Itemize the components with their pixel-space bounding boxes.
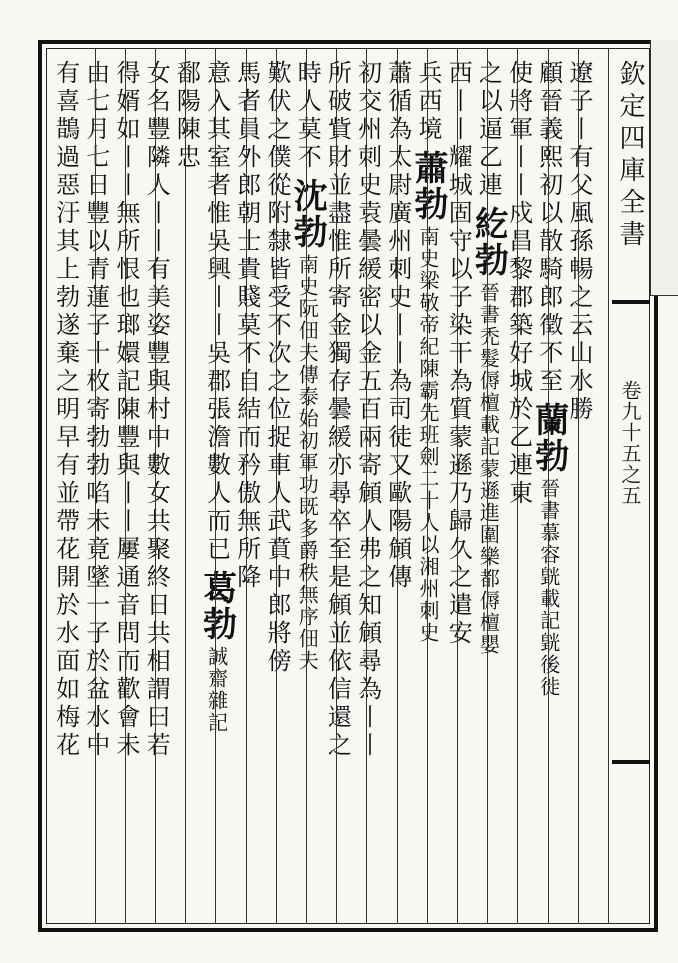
- column-body-text: 鄱陽陳忠: [172, 60, 201, 172]
- column-body-text: 蕭循為太尉廣州刺史丨丨為司徒又歐陽頠傳: [383, 60, 412, 592]
- column-rule: [608, 48, 609, 924]
- column-text: 得婿如丨丨無所恨也瑯嬛記陳豐與丨丨屢通音問而歡會未: [112, 60, 140, 760]
- column-body-text: 晉書慕容皝載記皝後徙: [536, 478, 561, 698]
- volume-label: 卷九十五之五: [618, 380, 642, 506]
- column-text: 馬者員外郎朝士貴賤莫不自結而矜傲無所降: [232, 60, 261, 592]
- column-rule: [336, 48, 337, 924]
- column-rule: [457, 48, 458, 924]
- column-text: 顧晉義熙初以散騎郎徵不至: [534, 60, 563, 396]
- column-rule: [487, 48, 488, 924]
- column-body-text: 遼子丨有父風孫暢之云山水勝: [565, 60, 593, 424]
- column-rule: [306, 48, 307, 924]
- entry-heading: 紇勃: [468, 206, 509, 278]
- entry-heading: 蘭勃: [528, 402, 569, 474]
- column-rule: [548, 48, 549, 924]
- column-rule: [578, 48, 579, 924]
- column-body-text: 南史阮佃夫傳泰始初軍功既多爵秩無序佃夫: [295, 254, 320, 672]
- column-rule: [95, 48, 96, 924]
- column-rule: [276, 48, 277, 924]
- column-rule: [517, 48, 518, 924]
- column-rule: [427, 48, 428, 924]
- column-rule: [155, 48, 156, 924]
- entry-heading: 沈勃: [287, 178, 328, 250]
- fish-tail-top: [612, 290, 650, 304]
- column-rule: [185, 48, 186, 924]
- text-column: [51, 60, 87, 920]
- book-title: 欽定四庫全書: [615, 60, 645, 252]
- column-text: 意入其室者惟吳興丨丨吳郡張澹數人而已: [202, 60, 231, 564]
- column-body-text: 晉書禿髮傉檀載記蒙遜進圍樂都傉檀嬰: [476, 282, 501, 656]
- column-text: 時人莫不: [293, 60, 322, 172]
- column-body-text: 城固守以子染干為質蒙遜乃歸久之遣安: [444, 172, 473, 648]
- column-body-text: 昌黎郡築好城於乙連東: [504, 228, 533, 508]
- column-rule: [366, 48, 367, 924]
- column-rule: [215, 48, 216, 924]
- margin-edge: [650, 40, 678, 296]
- column-body-text: 僕從附隸皆受不次之位捉車人武賁中郎將傍: [263, 144, 291, 676]
- column-text: 所破貲財並盡惟所寄金獨存曇緩亦尋卒至是頠並依信還之: [323, 60, 352, 760]
- column-body-text: 南史梁敬帝紀陳霸先班劍二十人以湘州刺史: [416, 226, 440, 644]
- column-rule: [246, 48, 247, 924]
- column-text: 使將軍丨丨戍: [504, 60, 533, 228]
- column-rule: [397, 48, 398, 924]
- column-text: 有喜鵲過惡汙其上勃遂棄之明早有並帶花開於水面如梅花: [51, 60, 80, 760]
- column-text: 西丨丨耀: [444, 60, 473, 172]
- column-rule: [125, 48, 126, 924]
- column-text: 兵西境: [414, 60, 442, 144]
- column-body-text: 誠齋雜記: [204, 646, 229, 734]
- column-text: 歎伏之: [263, 60, 291, 144]
- column-text: 由七月七日豐以青蓮子十枚寄勃勃啗未竟墜一子於盆水中: [81, 60, 110, 760]
- column-text: 之以逼乙連: [474, 60, 503, 200]
- column-text: 女名豐隣人丨丨有美姿豐與村中數女共聚終日共相謂曰若: [142, 60, 171, 760]
- column-text: 初交州刺史袁曇緩密以金五百兩寄頠人弗之知頠尋為丨丨: [353, 60, 382, 760]
- entry-heading: 葛勃: [196, 570, 237, 642]
- fish-tail-bottom: [612, 760, 650, 774]
- entry-heading: 蕭勃: [408, 150, 448, 222]
